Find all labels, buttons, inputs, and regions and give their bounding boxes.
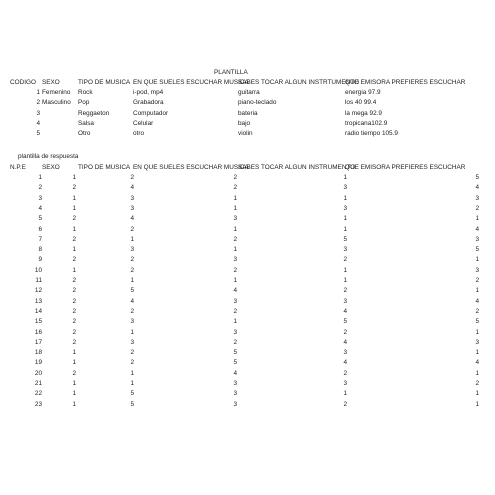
cell-tipo-musica: 4 — [130, 184, 134, 192]
cell-escuchar-musica: 2 — [233, 266, 237, 274]
cell-instrumento: 1 — [343, 215, 347, 223]
cell-emisora: 5 — [475, 174, 479, 181]
cell-instrumento: 2 — [343, 328, 347, 336]
respuesta-row — [0, 205, 495, 213]
plantilla-title: PLANTILLA — [214, 69, 248, 76]
plantilla-row — [0, 120, 495, 128]
cell-sexo: 1 — [72, 174, 76, 181]
cell-npe: 14 — [34, 307, 42, 315]
cell-tipo-musica: 3 — [130, 338, 134, 346]
cell-instrumento: 3 — [343, 204, 347, 212]
cell-npe: 1 — [38, 174, 42, 181]
cell-npe: 7 — [38, 235, 42, 243]
cell-escuchar-musica: 1 — [233, 277, 237, 284]
cell-sexo: 1 — [72, 266, 76, 274]
cell-npe: 12 — [34, 287, 42, 295]
header-tipo-musica: TIPO DE MUSICA — [78, 79, 131, 86]
respuesta-row — [0, 287, 495, 295]
cell-escuchar-musica: 4 — [233, 287, 237, 295]
header-codigo: CODIGO — [10, 79, 36, 86]
cell-instrumento: violin — [238, 130, 253, 138]
cell-emisora: 1 — [475, 328, 479, 336]
cell-escuchar-musica: 1 — [233, 225, 237, 233]
cell-instrumento: 3 — [343, 297, 347, 305]
cell-sexo: 2 — [72, 184, 76, 192]
respuesta-row — [0, 339, 495, 347]
cell-sexo: 2 — [72, 318, 76, 326]
cell-tipo-musica: 5 — [130, 287, 134, 295]
cell-escuchar-musica: 3 — [233, 256, 237, 264]
cell-escuchar-musica: 3 — [233, 215, 237, 223]
respuesta-row — [0, 349, 495, 357]
cell-tipo-musica: 5 — [130, 390, 134, 398]
header-tocar-instrumento: SABES TOCAR ALGUN INSTRTUMENTO — [238, 79, 359, 86]
cell-escuchar-musica: 2 — [233, 184, 237, 192]
plantilla-row — [0, 89, 495, 97]
cell-instrumento: 5 — [343, 235, 347, 243]
cell-emisora: 2 — [475, 204, 479, 212]
respuesta-row — [0, 380, 495, 388]
cell-emisora: 5 — [475, 246, 479, 254]
cell-instrumento: 5 — [343, 318, 347, 326]
cell-npe: 20 — [34, 369, 42, 377]
cell-npe: 8 — [38, 246, 42, 254]
cell-instrumento: 1 — [343, 277, 347, 284]
respuesta-row — [0, 318, 495, 326]
cell-sexo: 1 — [72, 349, 76, 357]
cell-tipo-musica: 1 — [130, 328, 134, 336]
cell-sexo: 2 — [72, 307, 76, 315]
cell-emisora: 5 — [475, 318, 479, 326]
cell-escuchar-musica: 3 — [233, 390, 237, 398]
cell-escuchar-musica: otro — [133, 130, 145, 138]
cell-instrumento: 2 — [343, 287, 347, 295]
cell-sexo: 1 — [72, 400, 76, 408]
cell-emisora: 3 — [475, 235, 479, 243]
header-sexo: SEXO — [42, 164, 60, 171]
cell-escuchar-musica: 1 — [233, 204, 237, 212]
header-tocar-instrumento: SABES TOCAR ALGUN INSTRUMENTO — [238, 164, 356, 171]
respuesta-row — [0, 226, 495, 234]
cell-sexo: 1 — [72, 246, 76, 254]
cell-instrumento: 3 — [343, 184, 347, 192]
cell-escuchar-musica: i-pod, mp4 — [133, 89, 164, 96]
cell-emisora: 2 — [475, 380, 479, 387]
cell-sexo: Masculino — [42, 99, 71, 107]
cell-escuchar-musica: 1 — [233, 318, 237, 326]
header-emisora: QUE EMISORA PREFIERES ESCUCHAR — [345, 79, 466, 86]
cell-npe: 6 — [38, 225, 42, 233]
cell-instrumento: guitarra — [238, 89, 260, 96]
cell-emisora: 4 — [475, 184, 479, 192]
respuesta-header-row — [0, 164, 495, 172]
cell-instrumento: 3 — [343, 246, 347, 254]
cell-sexo: 1 — [72, 380, 76, 387]
cell-tipo-musica: Salsa — [78, 119, 94, 127]
cell-escuchar-musica: 2 — [233, 235, 237, 243]
cell-codigo: 1 — [36, 89, 40, 96]
cell-tipo-musica: 4 — [130, 215, 134, 223]
cell-npe: 18 — [34, 349, 42, 357]
cell-tipo-musica: 1 — [130, 235, 134, 243]
cell-sexo: 2 — [72, 338, 76, 346]
cell-escuchar-musica: 4 — [233, 369, 237, 377]
cell-sexo: 1 — [72, 194, 76, 202]
cell-instrumento: 2 — [343, 256, 347, 264]
cell-sexo: 2 — [72, 287, 76, 295]
cell-sexo: Femenino — [42, 89, 71, 96]
cell-instrumento: 4 — [343, 307, 347, 315]
cell-emisora: 1 — [475, 400, 479, 408]
cell-tipo-musica: 4 — [130, 297, 134, 305]
cell-emisora: 4 — [475, 225, 479, 233]
cell-sexo: 1 — [72, 204, 76, 212]
plantilla-header-row — [0, 79, 495, 87]
cell-escuchar-musica: 3 — [233, 328, 237, 336]
cell-instrumento: bateria — [238, 109, 258, 117]
cell-npe: 3 — [38, 194, 42, 202]
cell-escuchar-musica: 1 — [233, 194, 237, 202]
respuesta-row — [0, 370, 495, 378]
cell-npe: 16 — [34, 328, 42, 336]
respuesta-row — [0, 329, 495, 337]
respuesta-row — [0, 256, 495, 264]
cell-npe: 2 — [38, 184, 42, 192]
respuesta-row — [0, 277, 495, 285]
cell-npe: 5 — [38, 215, 42, 223]
cell-emisora: 1 — [475, 256, 479, 264]
cell-emisora: 2 — [475, 277, 479, 284]
cell-instrumento: 1 — [343, 174, 347, 181]
respuesta-row — [0, 184, 495, 192]
cell-emisora: 1 — [475, 390, 479, 398]
cell-emisora: 2 — [475, 307, 479, 315]
cell-tipo-musica: 1 — [130, 369, 134, 377]
header-tipo-musica: TIPO DE MUSICA — [78, 164, 131, 171]
cell-npe: 11 — [35, 277, 42, 284]
cell-instrumento: 1 — [343, 225, 347, 233]
cell-instrumento: bajo — [238, 119, 251, 127]
header-emisora: QUE EMISORA PREFIERES ESCUCHAR — [345, 164, 466, 171]
cell-emisora: 1 — [475, 287, 479, 295]
cell-tipo-musica: 2 — [130, 174, 134, 181]
cell-npe: 4 — [38, 204, 42, 212]
cell-tipo-musica: Pop — [78, 99, 90, 107]
header-sexo: SEXO — [42, 79, 60, 86]
cell-escuchar-musica: Computador — [133, 109, 169, 117]
respuesta-row — [0, 390, 495, 398]
cell-emisora: la mega 92.9 — [345, 109, 382, 117]
cell-instrumento: 1 — [343, 266, 347, 274]
respuesta-label: plantilla de respuesta — [18, 153, 79, 160]
cell-tipo-musica: 3 — [130, 318, 134, 326]
cell-sexo: 1 — [72, 225, 76, 233]
cell-instrumento: 2 — [343, 369, 347, 377]
cell-instrumento: 4 — [343, 338, 347, 346]
cell-sexo: 2 — [72, 369, 76, 377]
cell-sexo: 2 — [72, 215, 76, 223]
cell-npe: 23 — [34, 400, 42, 408]
cell-npe: 10 — [34, 266, 42, 274]
plantilla-row — [0, 110, 495, 118]
cell-emisora: 1 — [475, 369, 479, 377]
cell-escuchar-musica: 3 — [233, 400, 237, 408]
cell-tipo-musica: 5 — [130, 400, 134, 408]
cell-escuchar-musica: 1 — [233, 246, 237, 254]
cell-tipo-musica: 1 — [130, 380, 134, 387]
cell-instrumento: 3 — [343, 349, 347, 357]
cell-emisora: energia 97.9 — [345, 89, 381, 96]
cell-sexo: 1 — [72, 359, 76, 367]
cell-escuchar-musica: 3 — [233, 297, 237, 305]
cell-emisora: 4 — [475, 359, 479, 367]
cell-npe: 19 — [34, 359, 42, 367]
cell-npe: 22 — [34, 390, 42, 398]
cell-tipo-musica: 3 — [130, 246, 134, 254]
cell-emisora: los 40 99.4 — [345, 99, 377, 107]
cell-tipo-musica: Reggaeton — [78, 109, 110, 117]
cell-escuchar-musica: 3 — [233, 380, 237, 387]
cell-codigo: 5 — [36, 130, 40, 138]
cell-emisora: tropicana102.9 — [345, 119, 388, 127]
respuesta-row — [0, 236, 495, 244]
cell-emisora: 3 — [475, 266, 479, 274]
cell-tipo-musica: 2 — [130, 256, 134, 264]
cell-tipo-musica: 2 — [130, 349, 134, 357]
cell-sexo: 2 — [72, 256, 76, 264]
cell-escuchar-musica: 5 — [233, 349, 237, 357]
respuesta-row — [0, 195, 495, 203]
header-npe: N.P.E — [10, 164, 26, 171]
cell-instrumento: 2 — [343, 400, 347, 408]
cell-tipo-musica: 1 — [130, 277, 134, 284]
cell-sexo: 2 — [72, 235, 76, 243]
respuesta-row — [0, 215, 495, 223]
plantilla-row — [0, 130, 495, 138]
cell-tipo-musica: 2 — [130, 359, 134, 367]
header-escuchar-musica: EN QUE SUELES ESCUCHAR MUSICA — [133, 79, 249, 86]
respuesta-row — [0, 308, 495, 316]
cell-instrumento: 3 — [343, 380, 347, 387]
cell-emisora: 1 — [475, 215, 479, 223]
cell-tipo-musica: 3 — [130, 204, 134, 212]
cell-escuchar-musica: 2 — [233, 174, 237, 181]
cell-tipo-musica: Rock — [78, 89, 93, 96]
cell-emisora: 3 — [475, 338, 479, 346]
cell-instrumento: 1 — [343, 194, 347, 202]
cell-npe: 21 — [34, 380, 42, 387]
cell-escuchar-musica: 5 — [233, 359, 237, 367]
cell-emisora: 3 — [475, 194, 479, 202]
cell-npe: 17 — [34, 338, 42, 346]
cell-emisora: radio tiempo 105.9 — [345, 130, 398, 138]
cell-escuchar-musica: Grabadora — [133, 99, 164, 107]
plantilla-row — [0, 99, 495, 107]
respuesta-row — [0, 174, 495, 182]
cell-codigo: 3 — [36, 109, 40, 117]
respuesta-row — [0, 359, 495, 367]
cell-instrumento: 4 — [343, 359, 347, 367]
cell-instrumento: piano-teclado — [238, 99, 277, 107]
cell-sexo: 2 — [72, 277, 76, 284]
cell-emisora: 4 — [475, 297, 479, 305]
respuesta-row — [0, 246, 495, 254]
cell-sexo: 2 — [72, 297, 76, 305]
cell-npe: 13 — [34, 297, 42, 305]
cell-emisora: 1 — [475, 349, 479, 357]
cell-tipo-musica: Otro — [78, 130, 91, 138]
respuesta-row — [0, 267, 495, 275]
cell-instrumento: 1 — [343, 390, 347, 398]
cell-codigo: 4 — [36, 119, 40, 127]
cell-escuchar-musica: 2 — [233, 338, 237, 346]
cell-escuchar-musica: Celular — [133, 119, 154, 127]
header-escuchar-musica: EN QUE SUELES ESCUCHAR MUSICA — [133, 164, 249, 171]
cell-sexo: 2 — [72, 328, 76, 336]
cell-sexo: 1 — [72, 390, 76, 398]
cell-tipo-musica: 2 — [130, 266, 134, 274]
cell-tipo-musica: 3 — [130, 194, 134, 202]
cell-tipo-musica: 2 — [130, 307, 134, 315]
cell-npe: 9 — [38, 256, 42, 264]
respuesta-row — [0, 401, 495, 409]
cell-escuchar-musica: 2 — [233, 307, 237, 315]
respuesta-row — [0, 298, 495, 306]
cell-npe: 15 — [34, 318, 42, 326]
cell-tipo-musica: 2 — [130, 225, 134, 233]
cell-codigo: 2 — [36, 99, 40, 107]
